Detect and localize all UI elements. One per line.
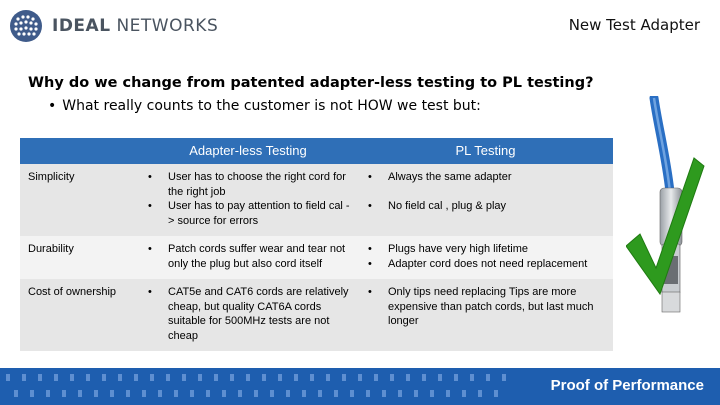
bullet-item: • User has to choose the right cord for the right job [146,170,354,199]
header-pl: PL Testing [358,138,613,164]
bullet-item: • Plugs have very high lifetime [366,242,609,257]
sub-point: • What really counts to the customer is not HOW we test but: [48,98,481,114]
main-question: Why do we change from patented adapter-less testing to PL testing? [28,75,594,91]
pl-cell [358,279,613,351]
bullet-item: • Only tips need replacing Tips are more expensive than patch cords, but last much longer [366,285,609,329]
table-row [20,279,613,351]
adapterless-cell [138,236,358,279]
slide-title: New Test Adapter [568,16,700,34]
bullet-item: • Always the same adapter [366,170,609,185]
pl-cell [358,236,613,279]
footer-tagline: Proof of Performance [550,377,704,394]
adapterless-cell [138,164,358,236]
footer-dot-pattern [0,368,540,405]
bullet-item: • CAT5e and CAT6 cords are relatively cheap, but quality CAT6A cords suitable for 500MHz tests are not cheap [146,285,354,343]
company-logo [8,8,218,44]
brand-name: IDEAL NETWORKS [52,16,219,36]
bullet-item: • Adapter cord does not need replacement [366,257,609,272]
bullet-item: • No field cal , plug & play [366,199,609,214]
footer-bar [0,368,720,405]
bullet-item: • User has to pay attention to field cal -> source for errors [146,199,354,228]
header-blank [20,138,138,164]
row-label: Durability [20,236,138,279]
bullet-icon: • [48,98,57,114]
pl-cell [358,164,613,236]
globe-logo-icon [8,8,44,44]
row-label: Simplicity [20,164,138,236]
row-label: Cost of ownership [20,279,138,351]
table-row [20,164,613,236]
bullet-item: • Patch cords suffer wear and tear not only the plug but also cord itself [146,242,354,271]
table-header-row [20,138,613,164]
header-adapterless: Adapter-less Testing [138,138,358,164]
comparison-table [20,138,613,351]
adapterless-cell [138,279,358,351]
adapter-cable-photo [626,96,706,316]
table-row [20,236,613,279]
